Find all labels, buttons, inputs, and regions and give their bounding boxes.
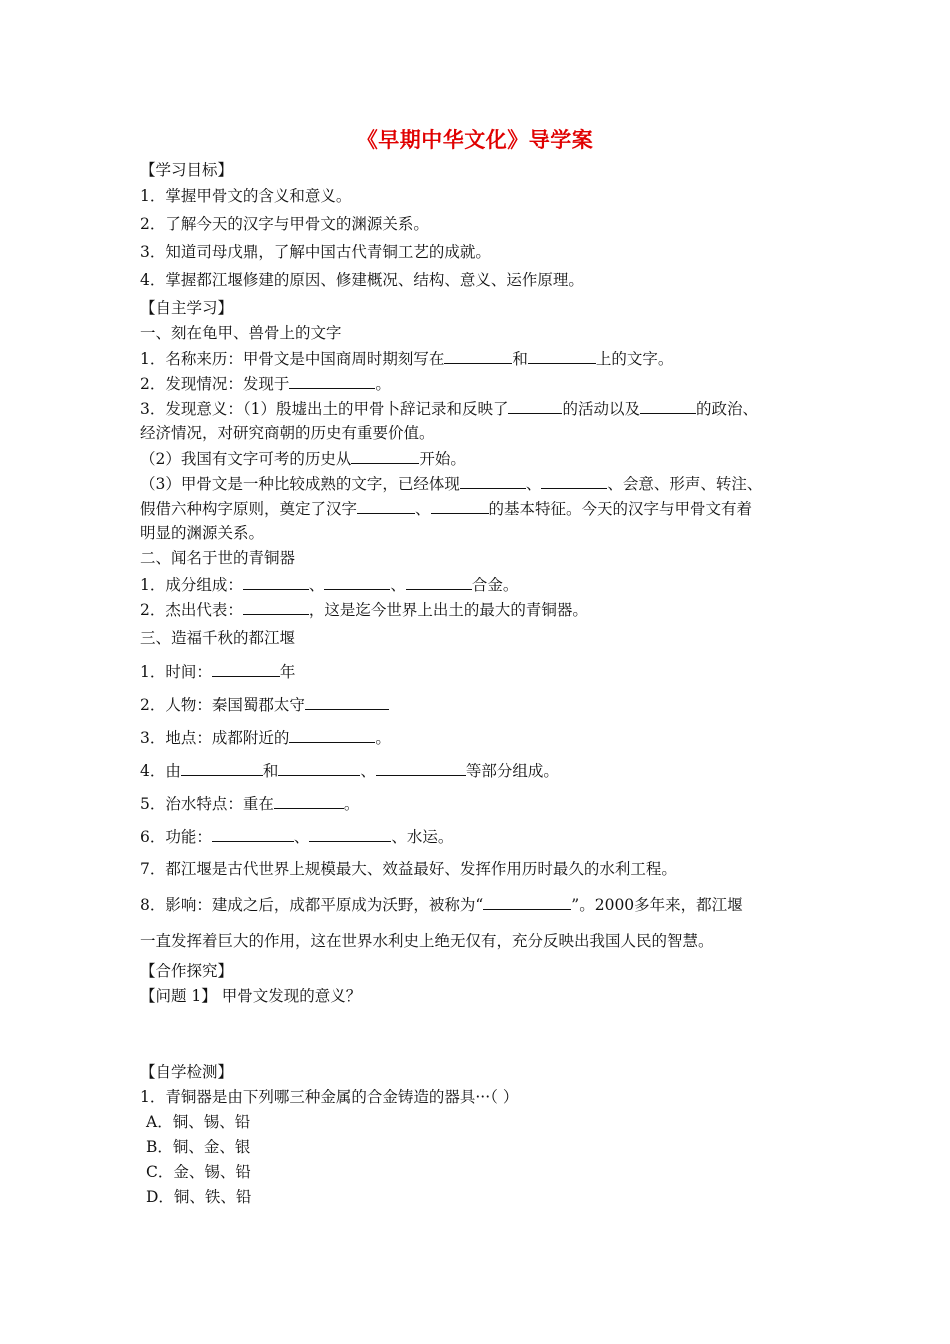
s1-line-7: 假借六种构字原则，奠定了汉字 、 的基本特征。今天的汉字与甲骨文有着 [140,500,753,518]
s1-line-4: 经济情况，对研究商朝的历史有重要价值。 [140,424,435,442]
s3-line-6: 6．功能： 、 、水运。 [140,828,454,846]
s3-line-9: 一直发挥着巨大的作用，这在世界水利史上绝无仅有，充分反映出我国人民的智慧。 [140,932,714,950]
fill-blank[interactable] [528,348,596,364]
check-question: 1．青铜器是由下列哪三种金属的合金铸造的器具···（ ） [140,1088,519,1106]
self-study-heading: 【自主学习】 [140,299,234,317]
fill-blank[interactable] [243,599,309,615]
fill-blank[interactable] [181,760,263,776]
option-c[interactable]: C．金、锡、铅 [146,1163,251,1181]
fill-blank[interactable] [212,661,280,677]
s3-line-5: 5．治水特点：重在 。 [140,795,360,813]
fill-blank[interactable] [406,574,472,590]
goal-item: 3．知道司母戊鼎，了解中国古代青铜工艺的成就。 [140,243,491,261]
section-3-title: 三、造福千秋的都江堰 [140,629,296,647]
s1-line-3: 3．发现意义：（1）殷墟出土的甲骨卜辞记录和反映了 的活动以及 的政治、 [140,400,759,418]
fill-blank[interactable] [444,348,512,364]
document-title: 《早期中华文化》导学案 [356,128,594,152]
option-b[interactable]: B．铜、金、银 [146,1138,251,1156]
s1-line-2: 2．发现情况：发现于 。 [140,375,391,393]
fill-blank[interactable] [508,398,562,414]
s3-line-4: 4．由 和 、 等部分组成。 [140,762,559,780]
section-2-title: 二、闻名于世的青铜器 [140,549,296,567]
section-1-title: 一、刻在龟甲、兽骨上的文字 [140,324,342,342]
s1-line-6: （3）甲骨文是一种比较成熟的文字，已经体现 、 、会意、形声、转注、 [140,475,763,493]
fill-blank[interactable] [309,826,391,842]
fill-blank[interactable] [278,760,360,776]
s3-line-1: 1．时间： 年 [140,663,296,681]
fill-blank[interactable] [357,498,415,514]
cooperate-heading: 【合作探究】 [140,962,234,980]
s2-line-1: 1．成分组成： 、 、 合金。 [140,576,519,594]
goal-item: 2．了解今天的汉字与甲骨文的渊源关系。 [140,215,429,233]
s1-line-8: 明显的渊源关系。 [140,524,265,542]
fill-blank[interactable] [274,793,344,809]
goals-heading: 【学习目标】 [140,161,234,179]
s3-line-7: 7．都江堰是古代世界上规模最大、效益最好、发挥作用历时最久的水利工程。 [140,860,677,878]
fill-blank[interactable] [376,760,466,776]
fill-blank[interactable] [212,826,294,842]
fill-blank[interactable] [431,498,489,514]
fill-blank[interactable] [324,574,390,590]
s1-line-1: 1．名称来历：甲骨文是中国商周时期刻写在 和 上的文字。 [140,350,674,368]
fill-blank[interactable] [483,894,571,910]
s3-line-2: 2．人物：秦国蜀郡太守 [140,694,389,715]
s3-line-3: 3．地点：成都附近的 。 [140,729,391,747]
option-a[interactable]: A．铜、锡、铅 [146,1113,251,1131]
fill-blank[interactable] [351,448,419,464]
check-heading: 【自学检测】 [140,1063,234,1081]
s1-line-5: （2）我国有文字可考的历史从 开始。 [140,450,466,468]
goal-item: 1．掌握甲骨文的含义和意义。 [140,187,352,205]
option-d[interactable]: D．铜、铁、铅 [146,1188,252,1206]
fill-blank[interactable] [541,473,607,489]
cooperate-question: 【问题 1】 甲骨文发现的意义？ [140,987,362,1005]
fill-blank[interactable] [640,398,696,414]
s3-line-8: 8．影响：建成之后，成都平原成为沃野，被称为“ ”。2000多年来，都江堰 [140,896,743,914]
fill-blank[interactable] [289,727,375,743]
s2-line-2: 2．杰出代表： ，这是迄今世界上出土的最大的青铜器。 [140,601,588,619]
goal-item: 4．掌握都江堰修建的原因、修建概况、结构、意义、运作原理。 [140,271,584,289]
fill-blank[interactable] [305,694,389,710]
fill-blank[interactable] [460,473,526,489]
fill-blank[interactable] [289,373,375,389]
fill-blank[interactable] [243,574,309,590]
